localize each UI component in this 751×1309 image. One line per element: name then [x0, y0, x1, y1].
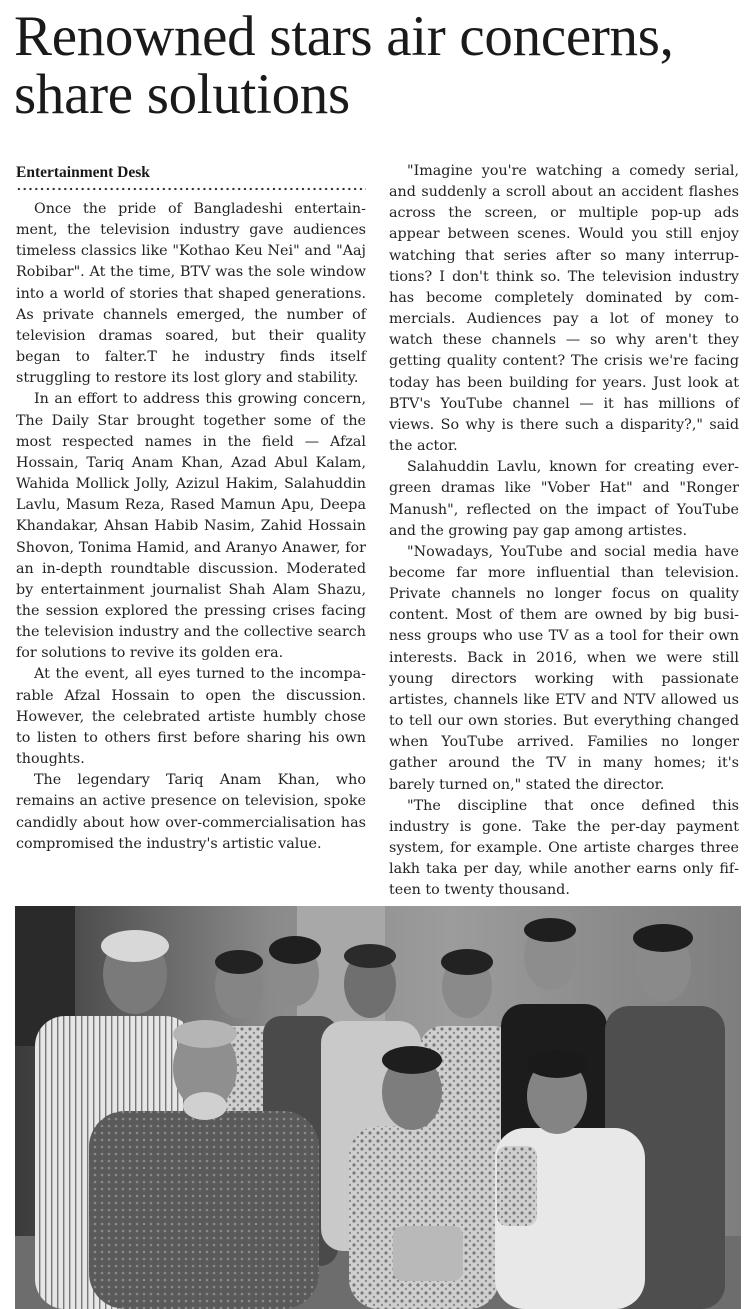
paragraph: "Nowadays, YouTube and social media have become far more influential than television. Private channels no longer focus on quality content. Most of them are owned by big business groups who use TV as a tool for their own interests. Back in 2016, when we were still young directors working with passionate artistes, channels like ETV and NTV allowed us to tell our own stories. But everything changed when YouTube arrived. Families no longer gather around the TV in many homes; it's barely turned on," stated the director. [389, 543, 739, 793]
paragraph: "The discipline that once defined this industry is gone. Take the per-day payment system, for example. One artiste charges three lakh taka per day, while another earns only fifteen to twenty thousand. [389, 797, 739, 899]
article-headline: Renowned stars air concerns, share solutions [14, 5, 674, 126]
paragraph: The legendary Tariq Anam Khan, who remains an active presence on television, spoke candidly about how over-commercialisation has compromised the industry's artistic value. [16, 772, 366, 852]
article-column-right [389, 161, 739, 901]
group-photo-illustration [15, 906, 741, 1309]
byline: Entertainment Desk [16, 164, 150, 181]
paragraph: At the event, all eyes turned to the incomparable Afzal Hossain to open the discussion. However, the celebrated artiste humbly chose to listen to others first before sharing his own thoughts. [16, 666, 366, 768]
paragraph: In an effort to address this growing concern, The Daily Star brought together some of the most respected names in the field — Afzal Hossain, Tariq Anam Khan, Azad Abul Kalam, Wahida Mollick Jolly, Azizul Hakim, Salahuddin Lavlu, Masum Reza, Rased Mamun Apu, Deepa Khandakar, Ahsan Habib Nasim, Zahid Hossain Shovon, Tonima Hamid, and Aranyo Anawer, for an in-depth roundtable discussion. Moderated by entertainment journalist Shah Alam Shazu, the session explored the pressing crises facing the television industry and the collective search for solutions to revive its golden era. [16, 391, 366, 662]
paragraph: "Imagine you're watching a comedy serial, and suddenly a scroll about an accident flashes across the screen, or multiple pop-up ads appear between scenes. Would you still enjoy watching that series after so many interruptions? I don't think so. The television industry has become completely dominated by commercials. Audiences pay a lot of money to watch these channels — so why aren't they getting quality content? The crisis we're facing today has been building for years. Just look at BTV's YouTube channel — it has millions of views. So why is there such a disparity?," said the actor. [389, 163, 739, 455]
article-column-left [16, 161, 366, 855]
group-photo [15, 906, 741, 1309]
paragraph: Salahuddin Lavlu, known for creating evergreen dramas like "Vober Hat" and "Ronger Manush", reflected on the impact of YouTube and the growing pay gap among artistes. [389, 459, 739, 539]
dotted-divider [16, 187, 366, 191]
paragraph: Once the pride of Bangladeshi entertainment, the television industry gave audiences timeless classics like "Kothao Keu Nei" and "Aaj Robibar". At the time, BTV was the sole window into a world of stories that shaped generations. As private channels emerged, the number of television dramas soared, but their quality began to falter.T he industry finds itself struggling to restore its lost glory and stability. [16, 201, 366, 387]
